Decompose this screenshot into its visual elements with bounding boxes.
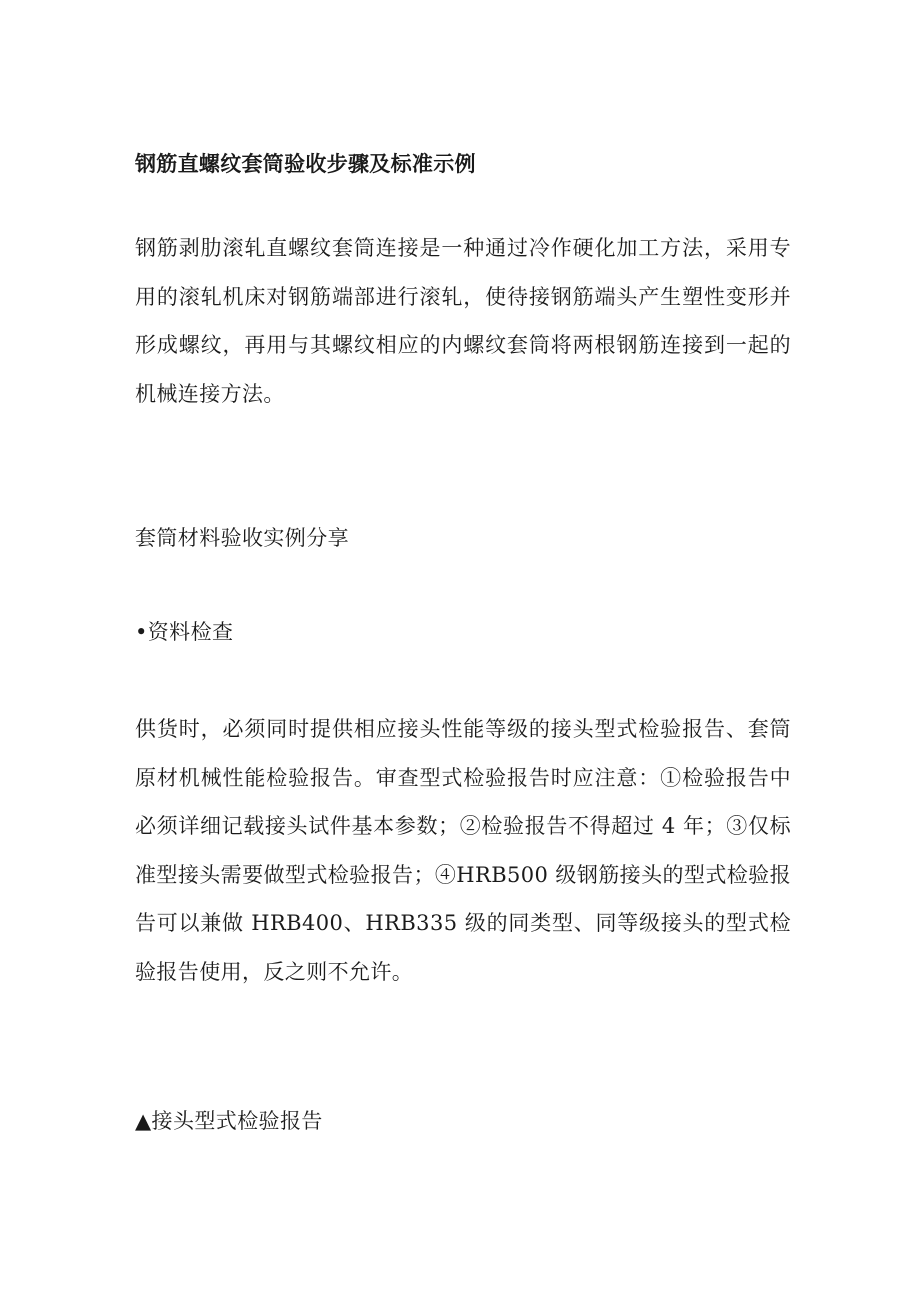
section-heading: 套筒材料验收实例分享: [135, 526, 349, 550]
bullet-item: •资料检查: [135, 620, 234, 644]
body-paragraph: 供货时，必须同时提供相应接头性能等级的接头型式检验报告、套筒原材机械性能检验报告。审查型式检验报告时应注意：①检验报告中必须详细记载接头试件基本参数；②检验报告不得超过 4 年；③仅标准型接头需要做型式检验报告；④HRB500 级钢筋接头的型式检验报告可以兼做 HRB400、HRB335 级的同类型、同等级接头的型式检验报告使用，反之则不允许。: [135, 717, 791, 984]
document-title: 钢筋直螺纹套筒验收步骤及标准示例: [135, 151, 476, 176]
figure-caption: ▲接头型式检验报告: [135, 1109, 323, 1133]
intro-paragraph: 钢筋剥肋滚轧直螺纹套筒连接是一种通过冷作硬化加工方法，采用专用的滚轧机床对钢筋端部进行滚轧，使待接钢筋端头产生塑性变形并形成螺纹，再用与其螺纹相应的内螺纹套筒将两根钢筋连接到一起的机械连接方法。: [135, 236, 791, 406]
